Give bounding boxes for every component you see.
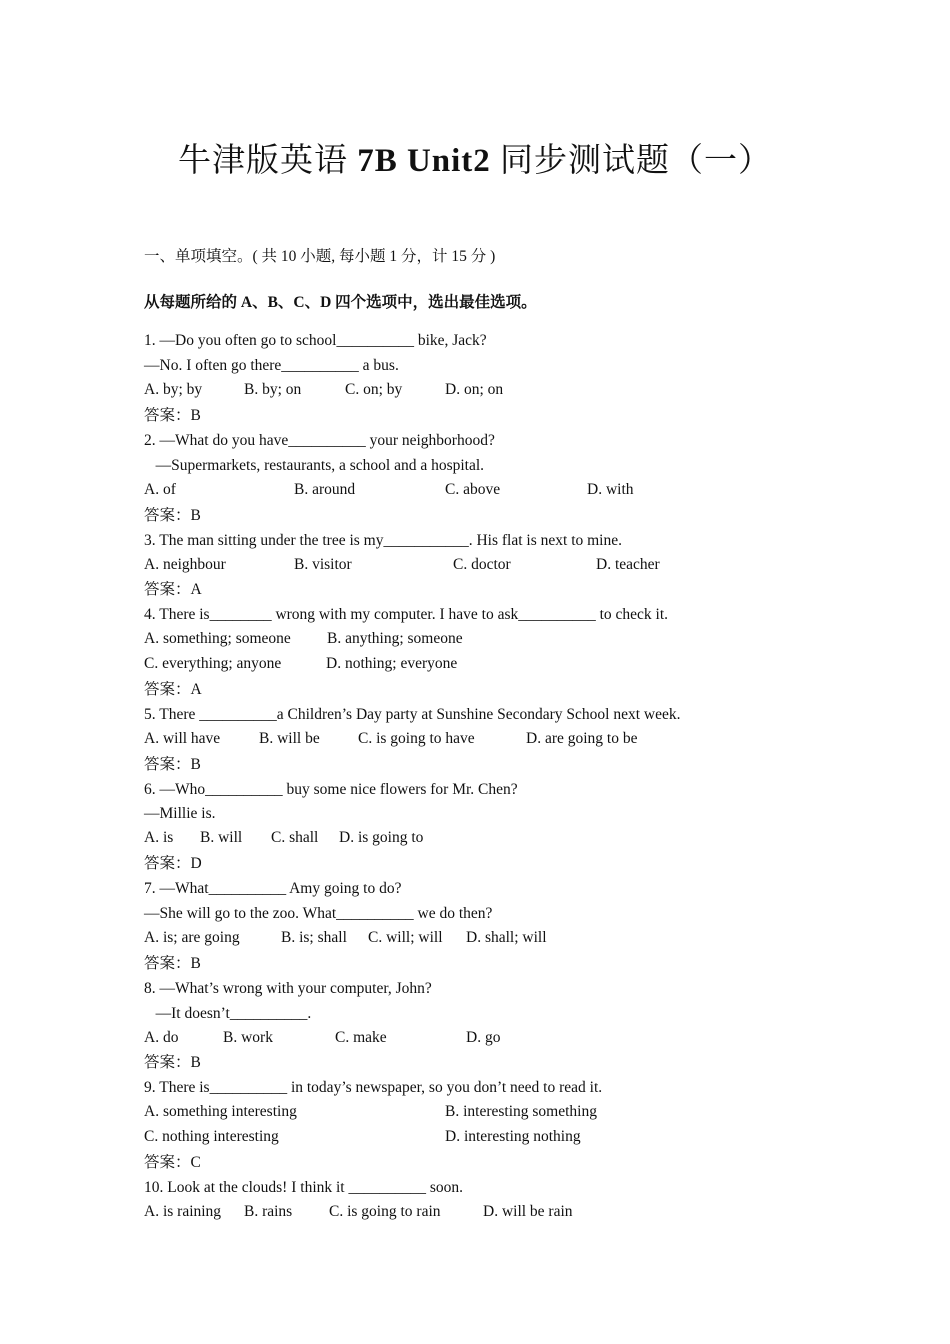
q6-line2: —Millie is. [144,805,216,822]
q9-line1: 9. There is__________ in today’s newspaper, so you don’t need to read it. [144,1079,603,1096]
q10-option-b: B. rains [244,1203,293,1220]
q9-option-a: A. something interesting [144,1103,297,1120]
q7-line1: 7. —What__________ Amy going to do? [144,880,402,897]
q8-option-d: D. go [466,1029,501,1046]
q1-option-b: B. by; on [244,381,302,398]
q10-option-c: C. is going to rain [329,1203,441,1220]
q3-option-d: D. teacher [596,556,660,573]
page-title [0,134,950,181]
title-suffix: 同步测试题（一） [490,143,773,179]
q8-answer: 答案：B [144,1054,201,1071]
q10-option-a: A. is raining [144,1203,222,1220]
q3-option-a: A. neighbour [144,556,226,573]
q1-option-a: A. by; by [144,381,203,398]
q4-option-c: C. everything; anyone [144,655,282,672]
q3-option-c: C. doctor [453,556,511,573]
title-prefix: 牛津版英语 [177,143,358,179]
q7-option-b: B. is; shall [281,929,347,946]
q2-line2: —Supermarkets, restaurants, a school and a hospital. [144,457,485,474]
q8-option-c: C. make [335,1029,387,1046]
q5-option-c: C. is going to have [358,730,475,747]
q1-line2: —No. I often go there__________ a bus. [144,357,399,374]
q2-line1: 2. —What do you have__________ your neighborhood? [144,432,495,449]
q1-line1: 1. —Do you often go to school__________ bike, Jack? [144,332,487,349]
q1-option-d: D. on; on [445,381,504,398]
q2-option-d: D. with [587,481,634,498]
q9-option-b: B. interesting something [445,1103,597,1120]
q8-line1: 8. —What’s wrong with your computer, John? [144,980,432,997]
q2-option-a: A. of [144,481,176,498]
q7-option-a: A. is; are going [144,929,240,946]
q4-answer: 答案：A [144,681,202,698]
section-instruction: 从每题所给的 A、B、C、D 四个选项中，选出最佳选项。 [144,294,537,311]
q5-option-d: D. are going to be [526,730,638,747]
q7-option-d: D. shall; will [466,929,547,946]
q4-option-d: D. nothing; everyone [326,655,458,672]
q4-option-b: B. anything; someone [327,630,463,647]
q1-answer: 答案：B [144,407,201,424]
section-heading: 一、单项填空。( 共 10 小题, 每小题 1 分，计 15 分 ) [144,248,496,265]
q3-answer: 答案：A [144,581,202,598]
q9-answer: 答案：C [144,1154,201,1171]
q7-answer: 答案：B [144,955,201,972]
q7-option-c: C. will; will [368,929,443,946]
q2-option-c: C. above [445,481,501,498]
q6-option-d: D. is going to [339,829,424,846]
q8-line2: —It doesn’t__________. [144,1005,312,1022]
q8-option-a: A. do [144,1029,179,1046]
q5-option-a: A. will have [144,730,221,747]
q10-option-d: D. will be rain [483,1203,573,1220]
q6-answer: 答案：D [144,855,202,872]
q8-option-b: B. work [223,1029,273,1046]
q1-option-c: C. on; by [345,381,403,398]
q10-line1: 10. Look at the clouds! I think it __________ soon. [144,1179,464,1196]
q6-option-a: A. is [144,829,174,846]
q4-line1: 4. There is________ wrong with my computer. I have to ask__________ to check it. [144,606,669,623]
q3-option-b: B. visitor [294,556,352,573]
q6-option-b: B. will [200,829,243,846]
q9-option-c: C. nothing interesting [144,1128,279,1145]
q5-line1: 5. There __________a Children’s Day party at Sunshine Secondary School next week. [144,706,681,723]
q2-answer: 答案：B [144,507,201,524]
q7-line2: —She will go to the zoo. What__________ we do then? [144,905,493,922]
q5-option-b: B. will be [259,730,320,747]
q4-option-a: A. something; someone [144,630,291,647]
q5-answer: 答案：B [144,756,201,773]
title-bold: 7B Unit2 [357,143,491,179]
q6-option-c: C. shall [271,829,319,846]
q2-option-b: B. around [294,481,356,498]
q3-line1: 3. The man sitting under the tree is my___________. His flat is next to mine. [144,532,622,549]
q6-line1: 6. —Who__________ buy some nice flowers for Mr. Chen? [144,781,518,798]
q9-option-d: D. interesting nothing [445,1128,581,1145]
